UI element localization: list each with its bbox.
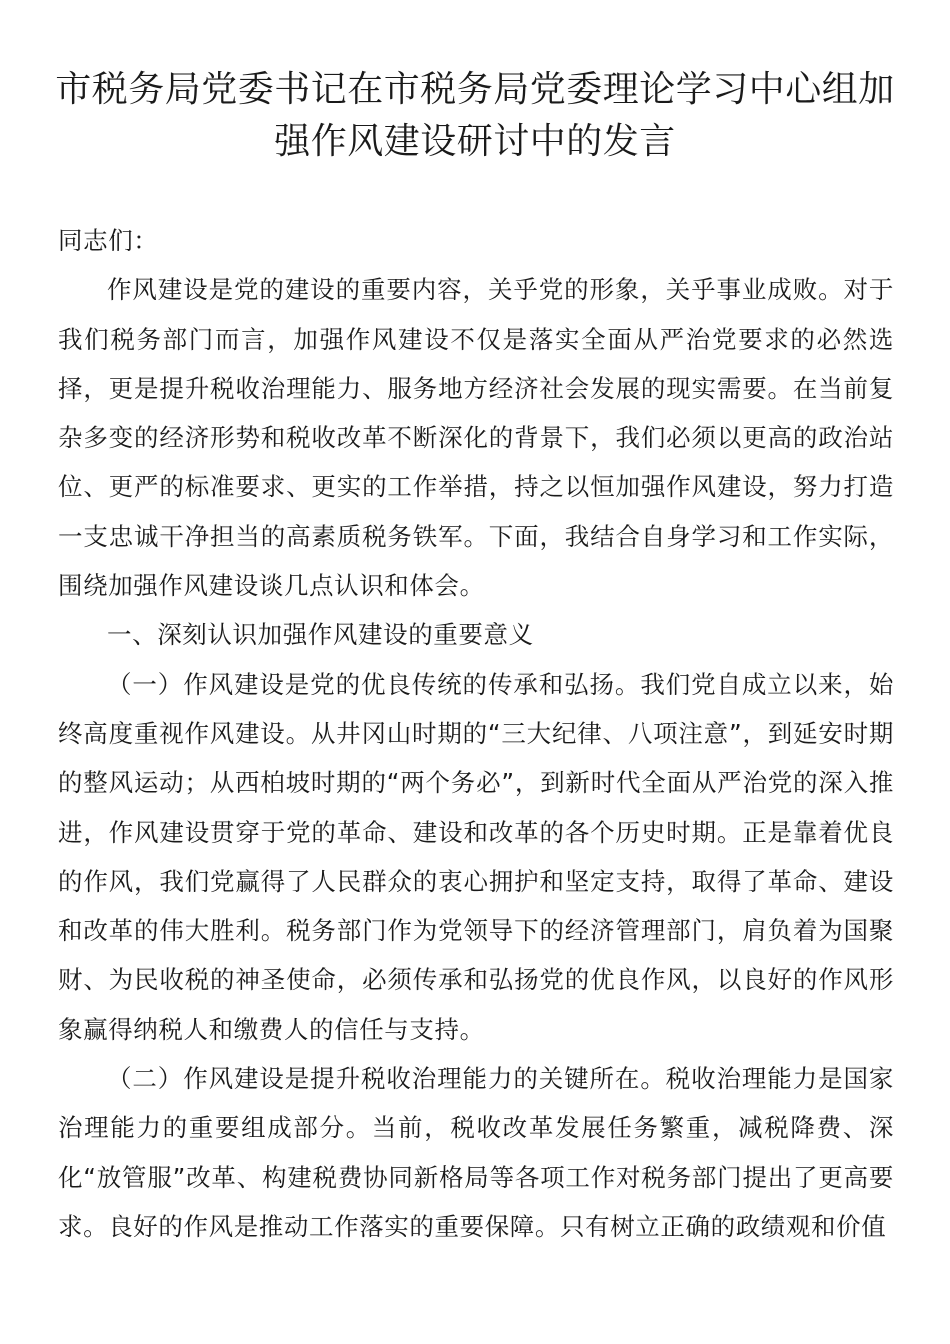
document-title: 市税务局党委书记在市税务局党委理论学习中心组加强作风建设研讨中的发言 — [55, 69, 895, 162]
section-heading: 一、深刻认识加强作风建设的重要意义 — [107, 620, 534, 650]
salutation: 同志们： — [58, 226, 159, 255]
paragraph-intro: 作风建设是党的建设的重要内容，关乎党的形象，关乎事业成败。对于我们税务部门而言，加强作风建设不仅是落实全面从严治党要求的必然选择，更是提升税收治理能力、服务地方经济社会发展的现实需要。在当前复杂多变的经济形势和税收改革不断深化的背景下，我们必须以更高的政治站位、更严的标准要求、更实的工作举措，持之以恒加强作风建设，努力打造一支忠诚干净担当的高素质税务铁军。下面，我结合自身学习和工作实际，围绕加强作风建设谈几点认识和体会。 — [58, 275, 894, 601]
paragraph-point-two: （二）作风建设是提升税收治理能力的关键所在。税收治理能力是国家治理能力的重要组成部分。当前，税收改革发展任务繁重，减税降费、深化“放管服”改革、构建税费协同新格局等各项工作对税务部门提出了更高要求。良好的作风是推动工作落实的重要保障。只有树立正确的政绩观和价值 — [58, 1064, 894, 1241]
paragraph-point-one: （一）作风建设是党的优良传统的传承和弘扬。我们党自成立以来，始终高度重视作风建设。从井冈山时期的“三大纪律、八项注意”，到延安时期的整风运动；从西柏坡时期的“两个务必”，到新时代全面从严治党的深入推进，作风建设贯穿于党的革命、建设和改革的各个历史时期。正是靠着优良的作风，我们党赢得了人民群众的衷心拥护和坚定支持，取得了革命、建设和改革的伟大胜利。税务部门作为党领导下的经济管理部门，肩负着为国聚财、为民收税的神圣使命，必须传承和弘扬党的优良作风，以良好的作风形象赢得纳税人和缴费人的信任与支持。 — [58, 669, 894, 1044]
document-body — [58, 216, 894, 1251]
